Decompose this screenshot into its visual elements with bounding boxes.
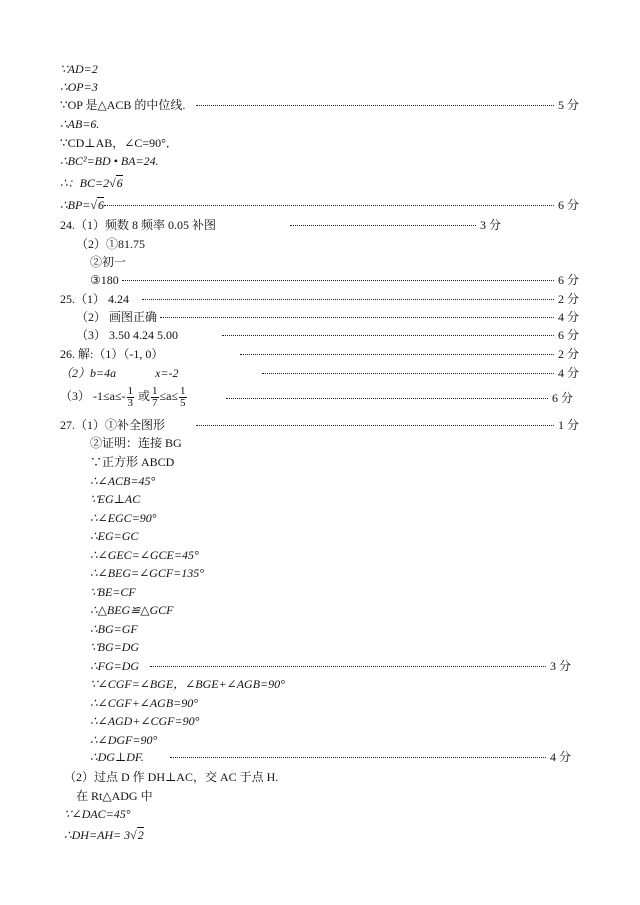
proof-line: ∴∠AGD+∠CGF=90°	[90, 714, 200, 728]
q27-part2-line: 在 Rt△ADG 中	[76, 789, 153, 803]
line-bp	[60, 198, 104, 212]
q26-part1: 26. 解:（1）（-1, 0）	[60, 347, 164, 361]
numerator: 1	[180, 384, 186, 397]
line-cd-perp: ∵CD⊥AB，∠C=90°．	[60, 136, 178, 150]
proof-line: ∴△BEG≌△GCF	[90, 603, 174, 617]
fraction	[151, 386, 159, 409]
line-op: ∴OP=3	[60, 80, 98, 94]
line-midline: ∵OP 是△ACB 的中位线.	[60, 98, 186, 112]
bc-text: ∴：BC=2	[60, 176, 110, 190]
or-text: 或	[135, 389, 151, 403]
q27-part2-dh	[64, 828, 144, 842]
dot-leader	[170, 755, 546, 758]
radicand: 6	[116, 176, 123, 190]
dot-leader	[226, 396, 548, 399]
q24-part2-iii: ③180	[90, 273, 119, 287]
line-ad: ∵AD=2	[60, 62, 98, 76]
q26-part2	[60, 366, 179, 380]
x-equals: x=-2	[155, 366, 179, 380]
bp-text: ∴BP=	[60, 198, 91, 212]
score-3: 3 分	[550, 659, 572, 673]
range-start: （3） -1≤a≤-	[60, 389, 126, 403]
score-6: 6 分	[558, 198, 580, 212]
proof-line: ∴DG⊥DF.	[90, 750, 144, 764]
q25-part1: 25.（1） 4.24	[60, 292, 130, 306]
proof-line: ∴∠DGF=90°	[90, 733, 158, 747]
fraction	[127, 386, 135, 409]
score-3: 3 分	[480, 218, 502, 232]
denominator: 5	[180, 396, 186, 409]
proof-line: ∴FG=DG	[90, 659, 140, 673]
dot-leader	[142, 297, 554, 300]
score-6: 6 分	[558, 273, 580, 287]
q25-part3: （3） 3.50 4.24 5.00	[76, 328, 179, 342]
sqrt-icon: √	[90, 198, 97, 212]
dot-leader	[290, 223, 476, 226]
line-ab: ∴AB=6.	[60, 117, 100, 131]
q27-part1: 27.（1）①补全图形	[60, 418, 166, 432]
proof-line: ∴∠GEC=∠GCE=45°	[90, 548, 199, 562]
proof-line: ∵∠CGF=∠BGE，∠BGE+∠AGB=90°	[90, 677, 285, 691]
q24-part2: （2）①81.75	[76, 237, 146, 251]
proof-line: ∴∠ACB=45°	[90, 474, 156, 488]
dh-text: ∴DH=AH= 3	[64, 828, 131, 842]
score-4: 4 分	[558, 366, 580, 380]
sqrt-icon: √	[130, 828, 137, 842]
score-4: 4 分	[550, 750, 572, 764]
fraction	[179, 386, 187, 409]
proof-line: ∴EG=GC	[90, 529, 139, 543]
q26-part3	[60, 382, 188, 410]
denominator: 7	[152, 396, 158, 409]
proof-line: ∴∠CGF+∠AGB=90°	[90, 696, 199, 710]
dot-leader	[222, 333, 554, 336]
q24-part1: 24.（1）频数 8 频率 0.05 补图	[60, 218, 217, 232]
dot-leader	[196, 423, 554, 426]
q27-part2: （2）过点 D 作 DH⊥AC，交 AC 于点 H.	[64, 770, 279, 784]
proof-line: ∵BG=DG	[90, 640, 140, 654]
dot-leader	[240, 352, 554, 355]
b-equals: （2）b=4a	[60, 366, 117, 380]
line-bc-squared: ∴BC²=BD • BA=24.	[60, 154, 159, 168]
proof-line: ∴BG=GF	[90, 622, 138, 636]
score-4: 4 分	[558, 310, 580, 324]
q24-part2-ii: ②初一	[90, 255, 127, 269]
proof-line: ∵正方形 ABCD	[90, 455, 175, 469]
score-2: 2 分	[558, 292, 580, 306]
q27-part2-line: ∵∠DAC=45°	[64, 807, 131, 821]
sqrt-icon: √	[109, 176, 116, 190]
proof-line: ∵EG⊥AC	[90, 492, 141, 506]
radicand: 6	[98, 198, 104, 212]
dot-leader	[262, 371, 554, 374]
le-a-le: ≤a≤	[159, 389, 179, 403]
radicand: 2	[137, 828, 144, 842]
score-2: 2 分	[558, 347, 580, 361]
proof-line: ∵BE=CF	[90, 585, 136, 599]
score-6: 6 分	[558, 328, 580, 342]
line-bc	[60, 176, 123, 190]
q27-proof-start: ②证明：连接 BG	[90, 436, 182, 450]
dot-leader	[104, 203, 554, 206]
denominator: 3	[127, 396, 133, 409]
proof-line: ∴∠EGC=90°	[90, 511, 157, 525]
dot-leader	[160, 315, 554, 318]
score-6: 6 分	[552, 391, 574, 405]
score-1: 1 分	[558, 418, 580, 432]
numerator: 1	[127, 384, 133, 397]
score-5: 5 分	[558, 98, 580, 112]
q25-part2: （2） 画图正确	[76, 310, 158, 324]
proof-line: ∴∠BEG=∠GCF=135°	[90, 566, 205, 580]
numerator: 1	[152, 384, 158, 397]
dot-leader	[122, 278, 554, 281]
dot-leader	[196, 103, 554, 106]
dot-leader	[150, 664, 546, 667]
